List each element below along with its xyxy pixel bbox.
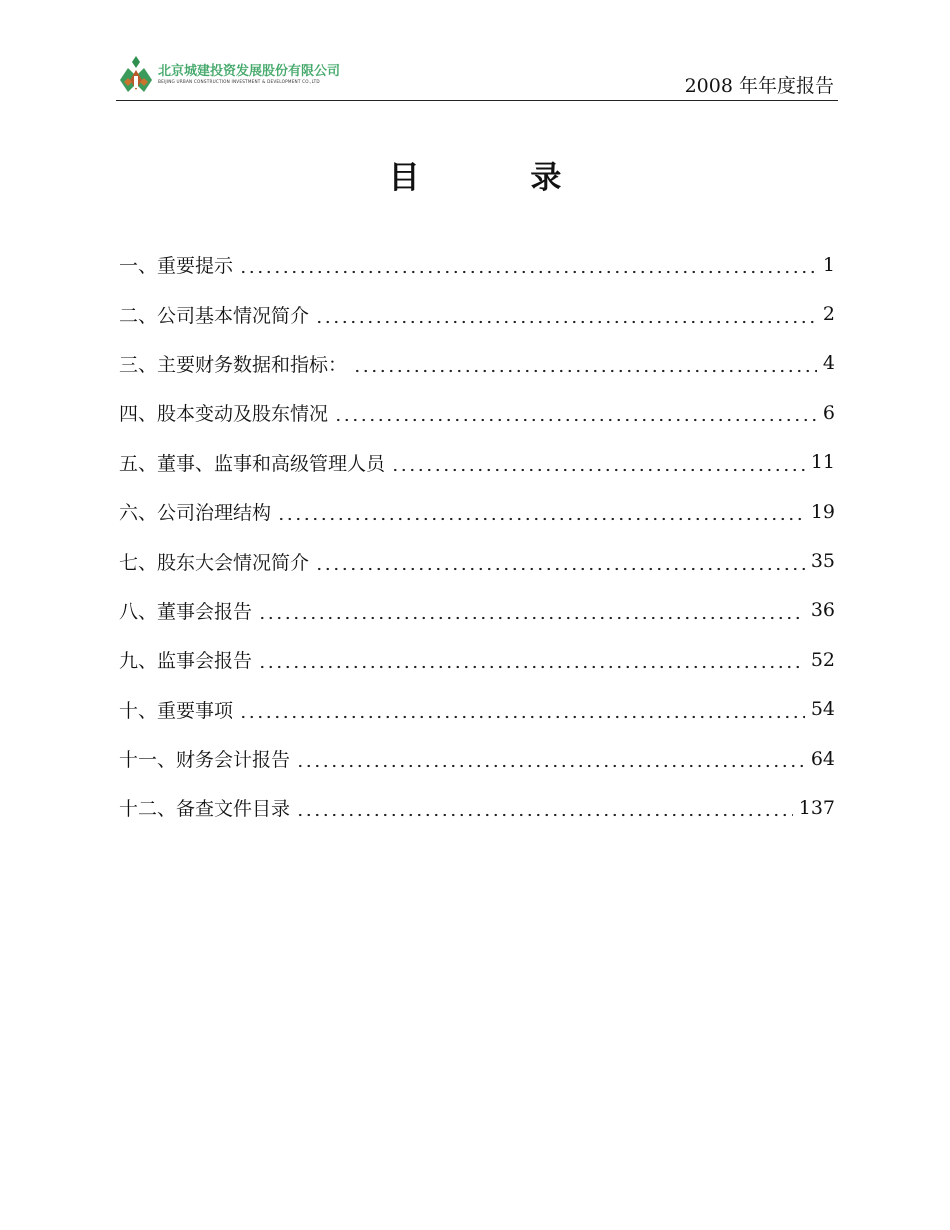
toc-entry-page: 54 [810,698,835,721]
toc-entry[interactable] [119,783,835,832]
logo-english-name: BEIJING URBAN CONSTRUCTION INVESTMENT & DEVELOPMENT CO.,LTD [158,78,320,84]
toc-dot-leader [296,749,805,768]
toc-entry-label: 八、董事会报告 [119,600,253,623]
toc-entry-page: 2 [822,303,835,326]
toc-dot-leader [315,305,817,324]
toc-entry[interactable] [119,685,835,734]
toc-entry-label: 二、公司基本情况简介 [119,304,310,327]
toc-entry[interactable] [119,339,835,388]
toc-entry-label: 三、主要财务数据和指标： [119,353,348,376]
toc-dot-leader [353,354,817,373]
toc-entry[interactable] [119,388,835,437]
toc-entry-page: 6 [822,401,835,424]
toc-dot-leader [391,453,805,472]
logo-chinese-name: 北京城建投资发展股份有限公司 [158,63,341,79]
toc-entry-page: 36 [810,599,835,622]
company-logo-icon [118,54,154,94]
toc-dot-leader [277,502,805,521]
toc-entry[interactable] [119,536,835,585]
toc-dot-leader [334,403,817,422]
toc-entry-label: 五、董事、监事和高级管理人员 [119,452,386,475]
toc-entry-page: 52 [810,648,835,671]
report-title: 2008 年年度报告 [684,75,834,97]
toc-entry[interactable] [119,635,835,684]
toc-dot-leader [315,552,805,571]
toc-entry-label: 九、监事会报告 [119,650,253,673]
toc-entry[interactable] [119,289,835,338]
toc-entry[interactable] [119,240,835,289]
toc-entry-label: 十一、财务会计报告 [119,749,291,772]
toc-entry-page: 11 [810,451,835,474]
toc-title: 目 录 [388,160,612,196]
toc-dot-leader [258,601,805,620]
toc-entry-label: 一、重要提示 [119,255,234,278]
toc-entry[interactable] [119,734,835,783]
toc-entry-page: 19 [810,500,835,523]
toc-dot-leader [239,700,805,719]
toc-entry-page: 137 [798,796,835,819]
toc-entry-label: 十二、备查文件目录 [119,798,291,821]
toc-entry[interactable] [119,438,835,487]
table-of-contents [119,240,835,833]
toc-entry-label: 七、股东大会情况简介 [119,551,310,574]
toc-entry-page: 35 [810,550,835,573]
toc-dot-leader [239,255,817,274]
toc-entry-page: 1 [822,253,835,276]
toc-dot-leader [258,650,805,669]
toc-entry-label: 十、重要事项 [119,699,234,722]
toc-entry-label: 四、股本变动及股东情况 [119,403,329,426]
company-logo [118,54,340,94]
toc-entry[interactable] [119,586,835,635]
toc-entry-page: 64 [810,747,835,770]
toc-entry-page: 4 [822,352,835,375]
toc-dot-leader [296,798,793,817]
toc-entry[interactable] [119,487,835,536]
page-header [116,50,838,101]
toc-entry-label: 六、公司治理结构 [119,502,272,525]
